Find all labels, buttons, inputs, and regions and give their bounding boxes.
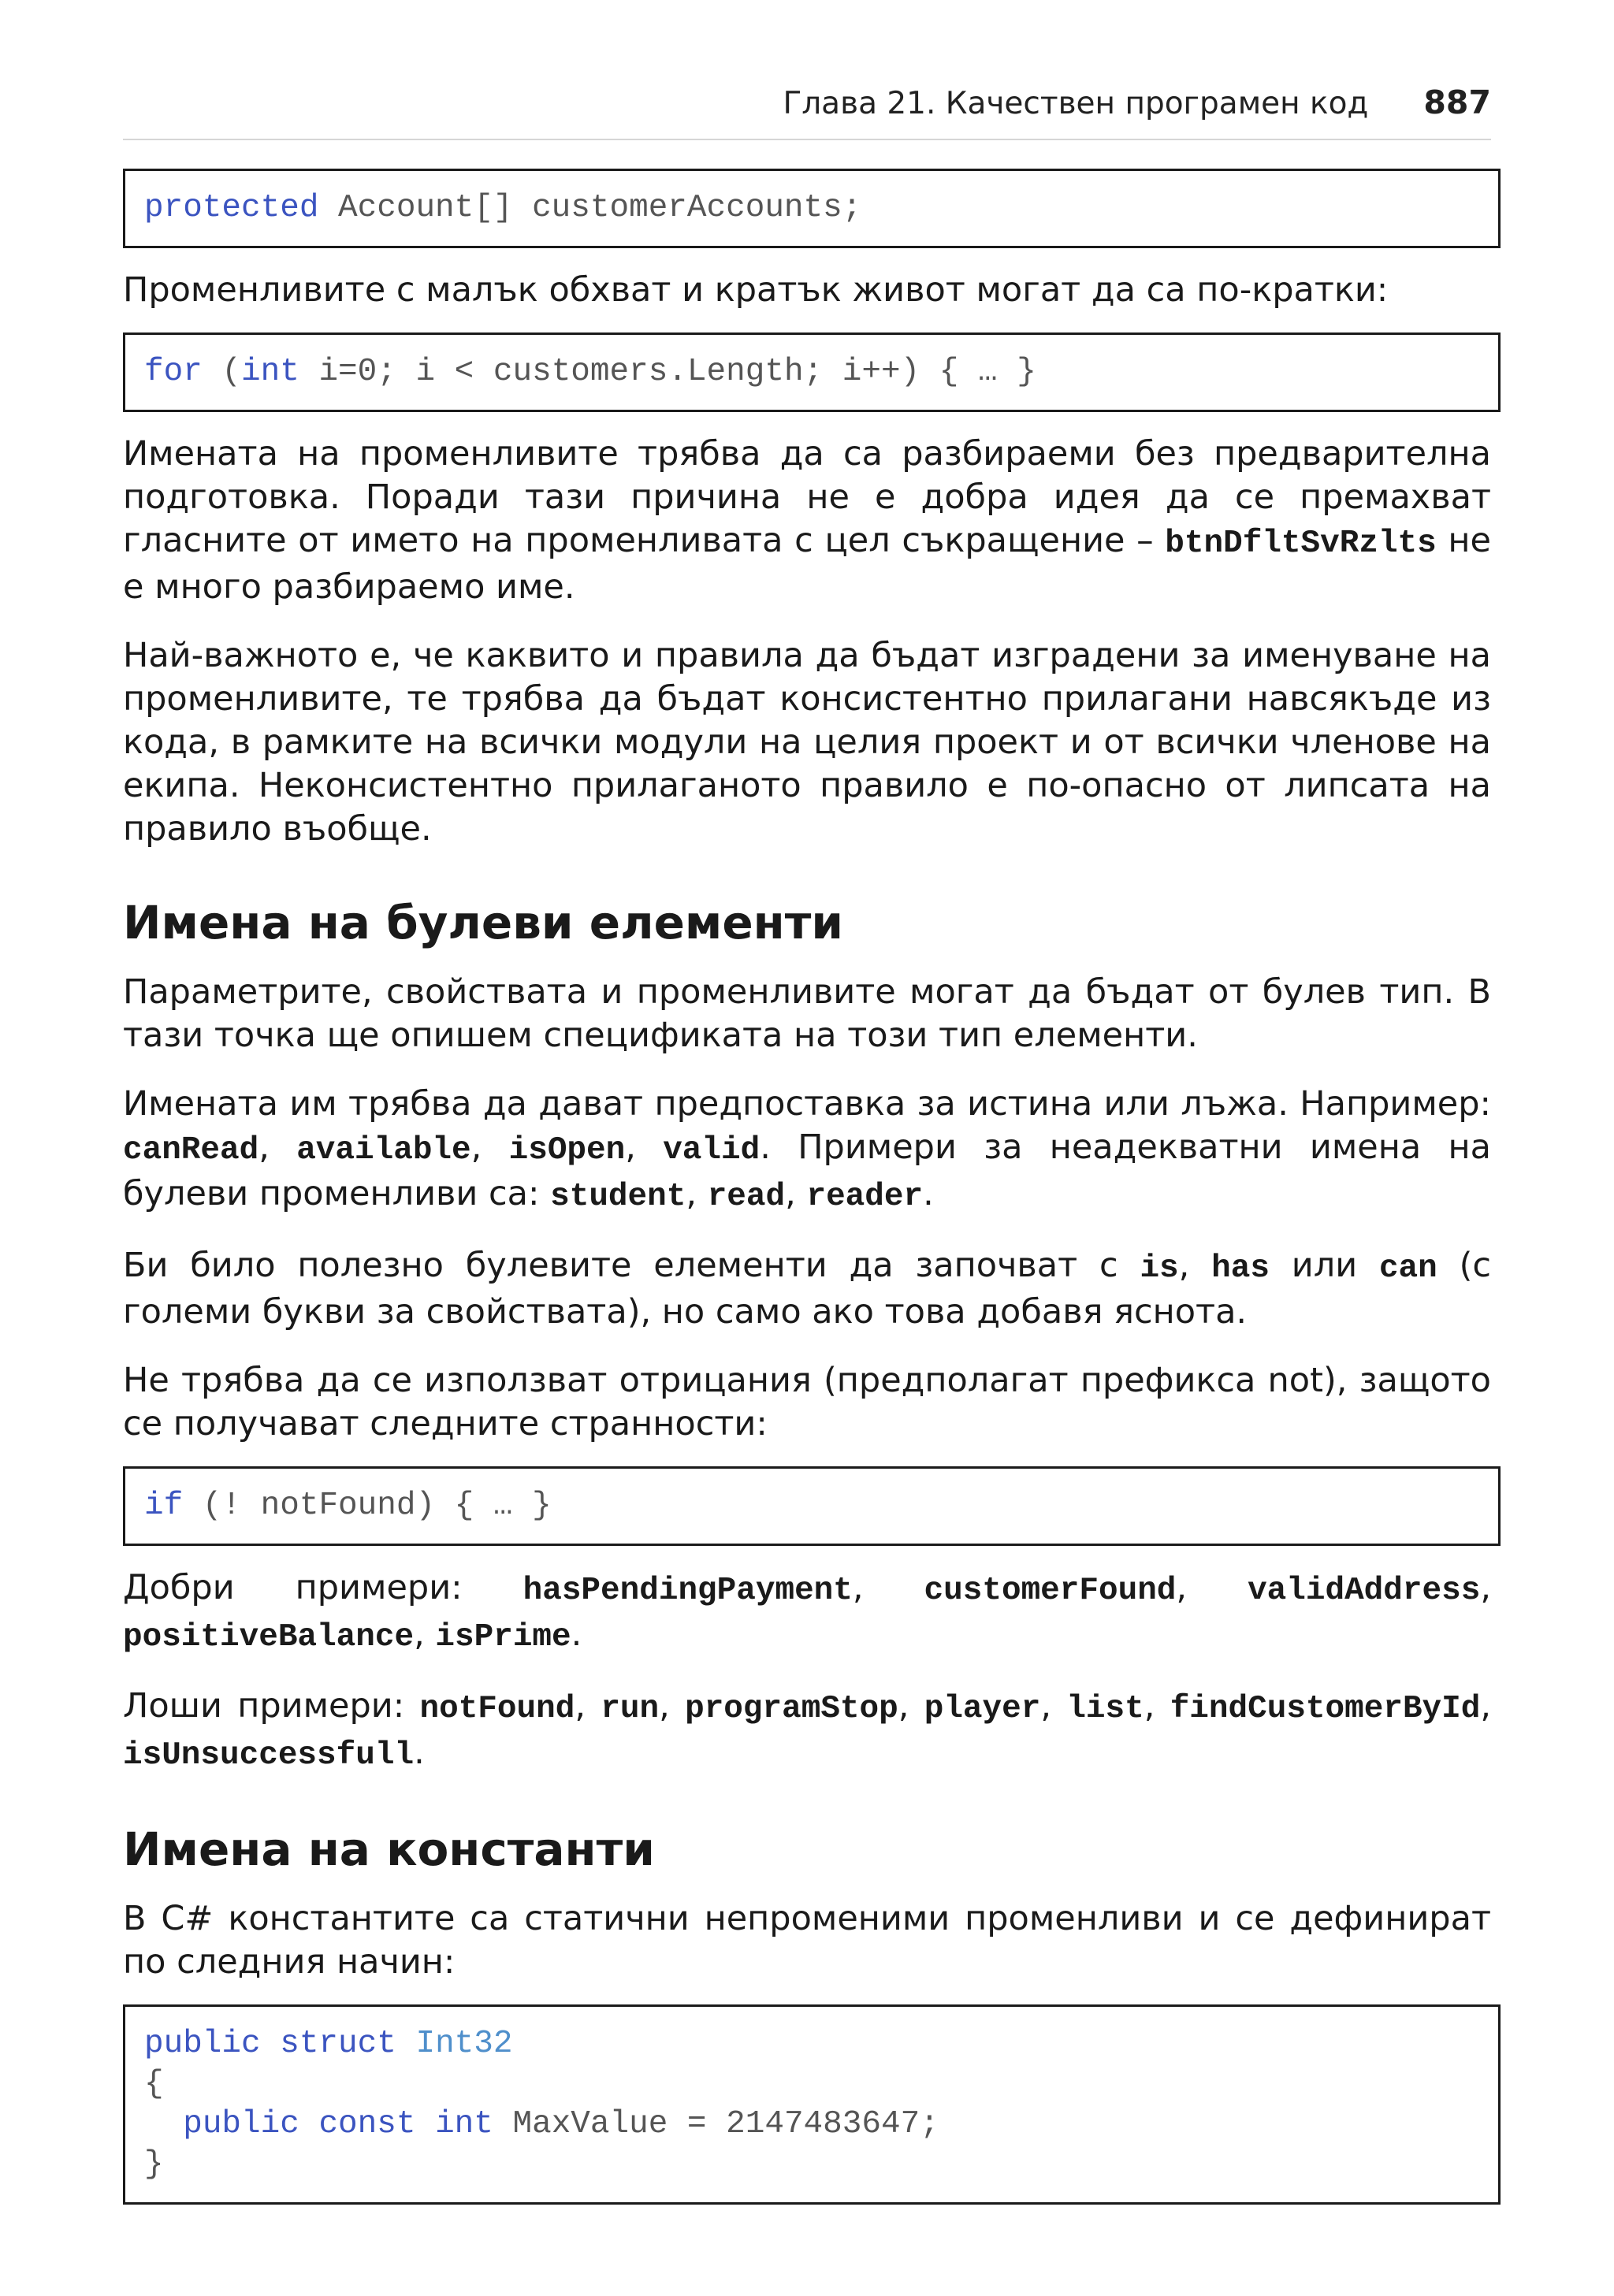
code-keyword: if (144, 1488, 184, 1524)
separator: , (625, 1128, 664, 1167)
paragraph-boolean-examples (123, 1083, 1491, 1219)
inline-code: valid (663, 1132, 761, 1168)
separator: , (414, 1614, 436, 1654)
code-keyword: public struct (144, 2026, 396, 2062)
separator: , (258, 1128, 297, 1167)
inline-code: positiveBalance (123, 1619, 415, 1655)
inline-code: hasPendingPayment (523, 1573, 853, 1609)
paragraph-text: Добри примери: (123, 1568, 523, 1607)
paragraph-text: не е много разбираемо име. (123, 521, 1491, 607)
separator: , (785, 1174, 807, 1213)
separator: , (1040, 1686, 1067, 1726)
code-type: Int32 (415, 2026, 513, 2062)
code-text: } (144, 2146, 164, 2183)
inline-code: validAddress (1248, 1573, 1481, 1609)
separator: , (898, 1686, 924, 1726)
separator: , (852, 1568, 924, 1607)
paragraph-text: Би било полезно булевите елементи да започват с (123, 1246, 1140, 1285)
inline-code: isOpen (508, 1132, 626, 1168)
inline-code: is (1140, 1250, 1179, 1287)
separator: . (414, 1733, 425, 1772)
paragraph-boolean-prefixes (123, 1244, 1491, 1334)
inline-code: available (296, 1132, 471, 1168)
paragraph-text: Имената им трябва да дават предпоставка за истина или лъжа. Например: (123, 1084, 1491, 1124)
code-text: ( (202, 354, 242, 390)
paragraph-bad-examples (123, 1685, 1491, 1778)
header-divider (123, 139, 1491, 140)
paragraph-negations: Не трябва да се използват отрицания (предполагат префикса not), защото се получават следните странности: (123, 1361, 1491, 1443)
separator: , (686, 1174, 708, 1213)
separator: , (575, 1686, 601, 1726)
separator: . (571, 1614, 582, 1654)
code-text: { (144, 2066, 164, 2102)
paragraph-short-scope: Променливите с малък обхват и кратък живот могат да са по-кратки: (123, 270, 1389, 310)
inline-code: player (924, 1691, 1041, 1727)
code-text: Account[] customerAccounts; (318, 190, 862, 226)
inline-code: isPrime (435, 1619, 571, 1655)
separator: , (1480, 1686, 1492, 1726)
code-text: (! notFound) { … } (183, 1488, 552, 1524)
inline-code: run (601, 1691, 660, 1727)
inline-code: list (1066, 1691, 1144, 1727)
inline-code: read (707, 1179, 786, 1215)
code-text: i=0; i < customers.Length; i++) { … } (299, 354, 1036, 390)
separator: , (1178, 1246, 1212, 1285)
separator: . (923, 1174, 934, 1213)
page-number: 887 (1423, 84, 1491, 121)
inline-code: programStop (685, 1691, 898, 1727)
code-keyword: for (144, 354, 203, 390)
paragraph-text: (с големи букви за свойствата), но само ако това добавя яснота. (123, 1246, 1491, 1332)
inline-code: btnDfltSvRzlts (1165, 526, 1437, 562)
code-block-if-not-found (123, 1466, 1501, 1546)
paragraph-text: Имената на променливите трябва да са разбираеми без предварителна подготовка. Поради тази причина не е добра идея да се премахват гласните от името на променливата с цел съкращение – (123, 434, 1491, 560)
chapter-title: Глава 21. Качествен програмен код (783, 86, 1369, 121)
code-block-for-loop (123, 333, 1501, 412)
inline-code: can (1378, 1250, 1437, 1287)
section-heading-constant-names: Имена на константи (123, 1822, 655, 1876)
paragraph-good-examples (123, 1566, 1491, 1659)
paragraph-boolean-intro: Параметрите, свойствата и променливите могат да бъдат от булев тип. В тази точка ще опишем спецификата на този тип елементи. (123, 972, 1491, 1055)
code-text: MaxValue = 2147483647; (493, 2106, 939, 2142)
paragraph-text: . Примери за неадекватни имена на булеви променливи са: (123, 1128, 1491, 1213)
paragraph-constants-intro: В C# константите са статични непроменими променливи и се дефинират по следния начин: (123, 1899, 1491, 1982)
inline-code: customerFound (924, 1573, 1177, 1609)
code-block-customer-accounts (123, 169, 1501, 248)
paragraph-consistency: Най-важното е, че каквито и правила да бъдат изградени за именуване на променливите, те трябва да бъдат консистентно прилагани навсякъде из кода, в рамките на всички модули на целия проект и от всички членове на екипа. Неконсистентно прилаганото правило е по-опасно от липсата на правило въобще. (123, 636, 1491, 849)
inline-code: findCustomerById (1170, 1691, 1481, 1727)
paragraph-readable-names (123, 433, 1491, 609)
inline-code: notFound (419, 1691, 575, 1727)
inline-code: isUnsuccessfull (123, 1737, 415, 1774)
page-content (123, 169, 1491, 2205)
code-keyword: protected (144, 190, 319, 226)
paragraph-text: Лоши примери: (123, 1686, 420, 1726)
inline-code: canRead (123, 1132, 259, 1168)
paragraph-text: или (1269, 1246, 1379, 1285)
section-heading-boolean-names: Имена на булеви елементи (123, 896, 843, 949)
code-keyword: public const int (183, 2106, 493, 2142)
running-header (123, 79, 1491, 126)
separator: , (659, 1686, 686, 1726)
code-keyword: int (241, 354, 299, 390)
separator: , (1144, 1686, 1170, 1726)
inline-code: has (1211, 1250, 1270, 1287)
code-block-int32-struct (123, 2004, 1501, 2205)
separator: , (1176, 1568, 1248, 1607)
separator: , (1480, 1568, 1491, 1607)
inline-code: reader (806, 1179, 924, 1215)
inline-code: student (550, 1179, 686, 1215)
separator: , (470, 1128, 509, 1167)
